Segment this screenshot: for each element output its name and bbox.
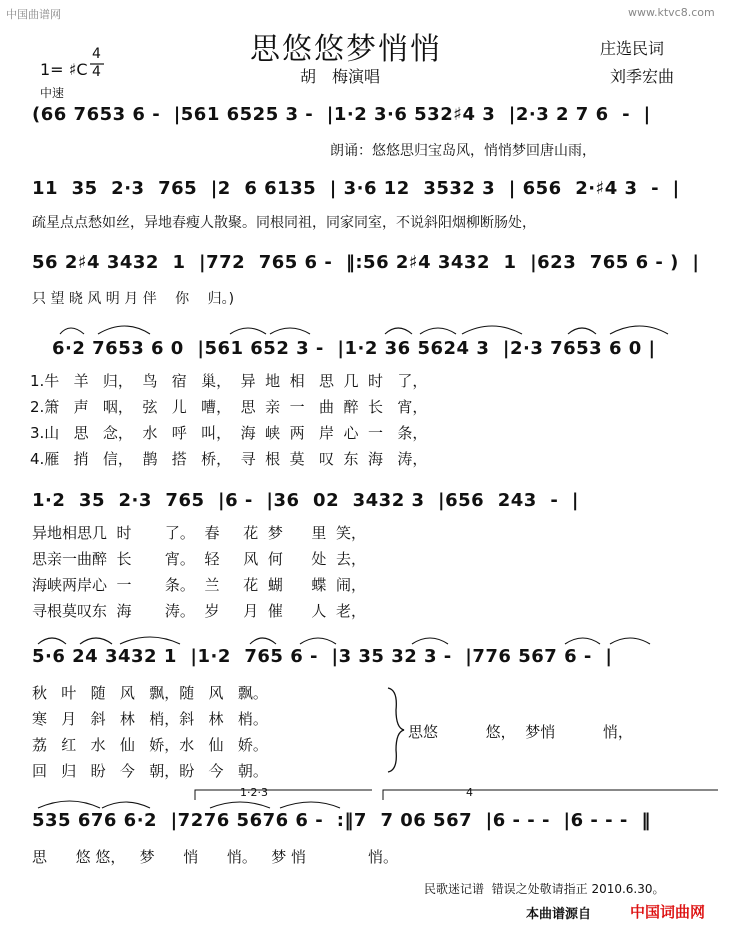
verse2-lyric-3: 海峡两岸心 一 条。 兰 花 蝴 蝶 闹， [32,576,366,594]
tempo-marking: 中速 [40,86,65,100]
transcriber-note: 民歌迷记谱 错误之处敬请指正 2010.6.30。 [424,882,665,896]
time-sig-denominator: 4 [92,64,101,80]
verse3-lyric-3: 荔 红 水 仙 娇，水 仙 娇。 [32,736,268,754]
singer: 胡 梅演唱 [300,67,381,86]
verse2-lyric-2: 思亲一曲醉 长 宵。 轻 风 何 处 去， [32,550,366,568]
refrain-brace [388,688,404,772]
verse3-lyric-1: 秋 叶 随 风 飘，随 风 飘。 [32,684,268,702]
verse-lyric-1: 1.牛 羊 归， 鸟 宿 巢， 异 地 相 思 几 时 了， [30,372,428,390]
verse3-lyric-2: 寒 月 斜 林 梢，斜 林 梢。 [32,710,268,728]
verse-lyric-4: 4.雁 捎 信， 鹊 搭 桥， 寻 根 莫 叹 东 海 涛， [30,450,428,468]
verse-lyric-3: 3.山 思 念， 水 呼 叫， 海 峡 两 岸 心 一 条， [30,424,428,442]
common-refrain-lyric: 思悠 悠， 梦悄 悄， [408,723,633,741]
source-label: 本曲谱源自 [526,907,592,922]
verse2-lyric-1: 异地相思几 时 了。 春 花 梦 里 笑， [32,524,366,542]
watermark-right: www.ktvc8.com [628,6,715,19]
verse2-lyric-4: 寻根莫叹东 海 涛。 岁 月 催 人 老， [32,602,366,620]
key-signature: 1= ♯C [40,60,88,79]
intro-narration-2: 疏星点点愁如丝，异地春瘦人散聚。同根同祖，同家同室，不说斜阳烟柳断肠处， [32,215,536,231]
composer: 刘季宏曲 [610,67,675,86]
intro-notes-line2: 11 35 2·3 765 |2 6 6135 | 3·6 12 3532 3 | 656 2·♯4 3 - | [32,178,680,199]
slurs-verse3 [38,637,650,644]
slurs-ending [38,801,340,808]
intro-narration-3: 只 望 晓 风 明 月 伴 你 归。) [32,291,235,307]
verse-notes-line1: 6·2 7653 6 0 |561 652 3 - |1·2 36 5624 3 |2·3 7653 6 0 | [52,338,656,359]
verse-lyric-2: 2.箫 声 咽， 弦 儿 嘈， 思 亲 一 曲 醉 长 宵， [30,398,428,416]
ending-lyrics: 思 悠 悠， 梦 悄 悄。 梦 悄 悄。 [32,848,398,866]
song-title: 思悠悠梦悄悄 [250,32,442,67]
verse-notes-line2: 1·2 35 2·3 765 |6 - |36 02 3432 3 |656 243 - | [32,490,579,511]
intro-notes-line1: (66 7653 6 - |561 6525 3 - |1·2 3·6 532♯4 3 |2·3 2 7 6 - | [32,104,651,125]
verse3-lyric-4: 回 归 盼 今 朝，盼 今 朝。 [32,762,268,780]
verse-notes-line3: 5·6 24 3432 1 |1·2 765 6 - |3 35 32 3 - |776 567 6 - | [32,646,613,667]
time-sig-numerator: 4 [92,46,101,62]
volta-1: 1·2·3 [240,786,268,799]
lyricist: 庄选民词 [600,39,665,58]
watermark-left: 中国曲谱网 [6,8,61,21]
slurs-verse1 [60,326,668,334]
volta-2: 4 [466,786,473,799]
intro-notes-line3: 56 2♯4 3432 1 |772 765 6 - ‖:56 2♯4 3432 1 |623 765 6 - ) | [32,252,700,273]
volta-brackets [195,790,718,800]
ending-notes: 535 676 6·2 |7276 5676 6 - :‖7 7 06 567 |6 - - - |6 - - - ‖ [32,810,651,831]
source-site: 中国词曲网 [630,903,706,921]
intro-narration-1: 朗诵：悠悠思归宝岛风，悄悄梦回唐山雨， [330,143,596,159]
